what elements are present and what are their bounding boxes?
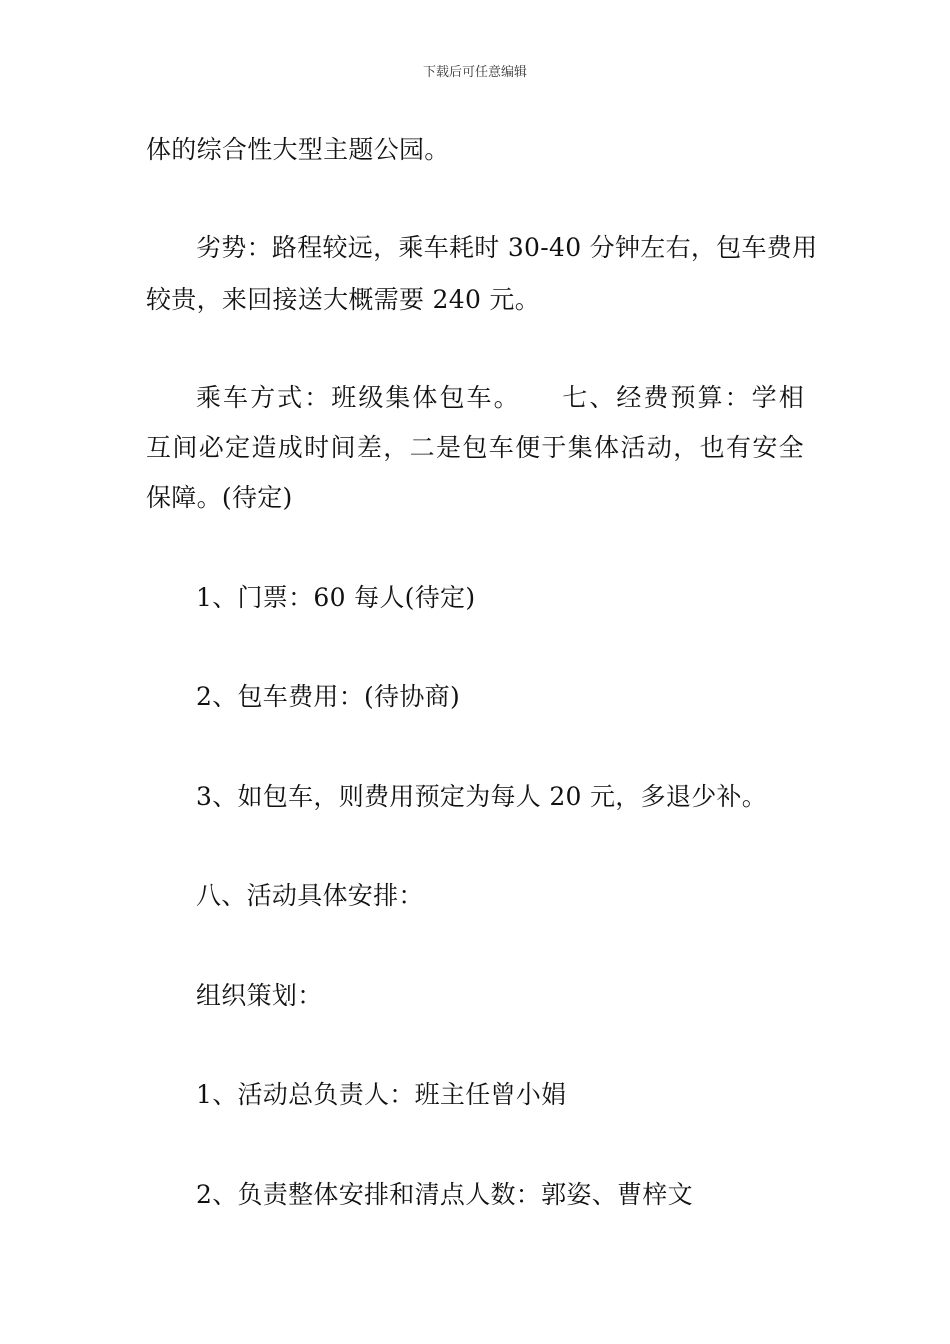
list-item: 1、活动总负责人：班主任曾小娟 [196, 1080, 567, 1109]
list-item: 2、包车费用：(待协商) [196, 682, 461, 711]
paragraph-line: 体的综合性大型主题公园。 [146, 135, 450, 164]
paragraph-line: 乘车方式：班级集体包车。 七、经费预算：学相 [196, 383, 804, 412]
list-item: 2、负责整体安排和清点人数：郭姿、曹梓文 [196, 1180, 693, 1209]
paragraph-line: 劣势：路程较远，乘车耗时 30-40 分钟左右，包车费用 [196, 233, 818, 262]
list-item: 1、门票：60 每人(待定) [196, 583, 476, 612]
paragraph-line: 较贵，来回接送大概需要 240 元。 [146, 285, 541, 314]
section-heading: 八、活动具体安排： [196, 881, 424, 910]
paragraph-line: 互间必定造成时间差，二是包车便于集体活动，也有安全 [146, 433, 804, 462]
list-item: 3、如包车，则费用预定为每人 20 元，多退少补。 [196, 782, 768, 811]
paragraph-line: 保障。(待定) [146, 483, 293, 512]
page-header: 下载后可任意编辑 [422, 65, 527, 80]
section-heading: 组织策划： [196, 981, 323, 1010]
